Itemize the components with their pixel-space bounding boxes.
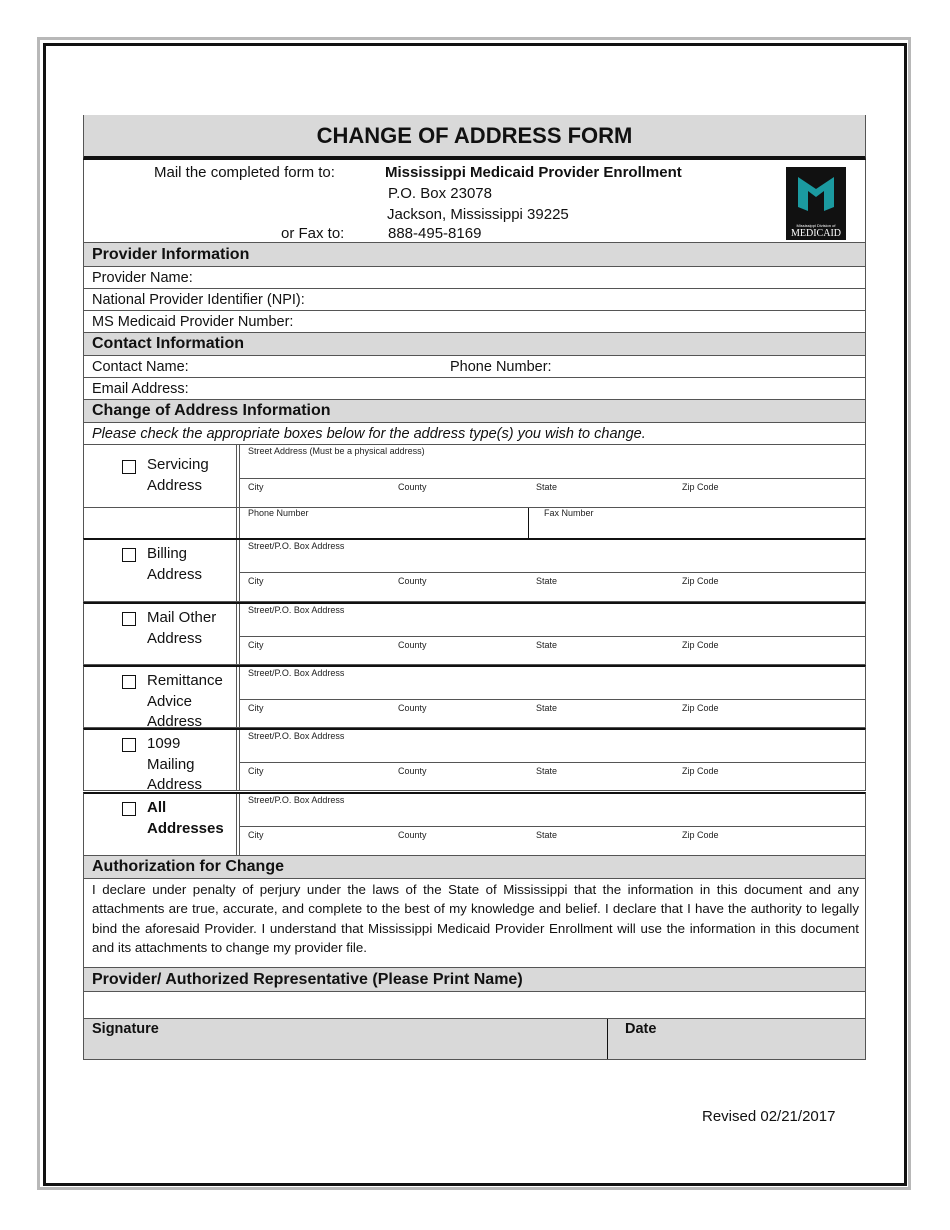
street-label: Street/P.O. Box Address bbox=[248, 731, 345, 741]
zip-code-field[interactable]: Zip Code bbox=[682, 640, 719, 650]
address-type-label: Mail Other bbox=[147, 609, 217, 626]
contact-info-header: Contact Information bbox=[83, 333, 866, 356]
ms-provider-number-field[interactable]: MS Medicaid Provider Number: bbox=[83, 311, 866, 333]
address-type-label: Mailing bbox=[147, 755, 195, 773]
address-type-label: 1099 bbox=[147, 735, 181, 752]
city-field[interactable]: City bbox=[248, 830, 264, 840]
state-field[interactable]: State bbox=[536, 830, 558, 840]
state-field[interactable]: State bbox=[536, 640, 558, 650]
provider-info-header: Provider Information bbox=[83, 243, 866, 267]
street-label: Street/P.O. Box Address bbox=[248, 605, 345, 615]
county-field[interactable]: County bbox=[398, 482, 427, 492]
column-divider bbox=[236, 508, 240, 538]
zip-code-field[interactable]: Zip Code bbox=[682, 830, 719, 840]
fax-divider bbox=[528, 508, 529, 538]
zip-code-field[interactable]: Zip Code bbox=[682, 766, 719, 776]
email-address-field[interactable]: Email Address: bbox=[83, 378, 866, 400]
address-type-label: Address bbox=[147, 565, 203, 583]
city-field[interactable]: City bbox=[248, 482, 264, 492]
contact-row bbox=[83, 356, 866, 378]
address-block bbox=[83, 665, 866, 728]
fax-number: 888-495-8169 bbox=[388, 225, 482, 242]
county-field[interactable]: County bbox=[398, 766, 427, 776]
address-type-label: Servicing bbox=[147, 456, 209, 473]
address-type-label: Address bbox=[147, 629, 203, 647]
address-type-checkbox[interactable] bbox=[122, 612, 136, 626]
zip-code-field[interactable]: Zip Code bbox=[682, 703, 719, 713]
mail-label: Mail the completed form to: bbox=[154, 164, 335, 181]
street-label: Street/P.O. Box Address bbox=[248, 541, 345, 551]
address-type-checkbox[interactable] bbox=[122, 802, 136, 816]
fax-label: or Fax to: bbox=[281, 225, 345, 242]
street-field[interactable] bbox=[240, 667, 865, 700]
change-address-note: Please check the appropriate boxes below for the address type(s) you wish to change. bbox=[83, 423, 866, 445]
address-block bbox=[83, 602, 866, 665]
date-label: Date bbox=[625, 1021, 657, 1037]
county-field[interactable]: County bbox=[398, 830, 427, 840]
logo-text: MEDICAID bbox=[791, 228, 841, 239]
street-field[interactable] bbox=[240, 604, 865, 637]
street-field[interactable] bbox=[240, 540, 865, 573]
street-field[interactable] bbox=[240, 445, 865, 479]
address-type-label: Address bbox=[147, 476, 203, 494]
address-type-label: All bbox=[147, 799, 167, 816]
state-field[interactable]: State bbox=[536, 482, 558, 492]
address-block bbox=[83, 792, 866, 856]
medicaid-logo-icon bbox=[786, 167, 846, 219]
address-type-label: Address bbox=[147, 776, 203, 793]
street-label: Street/P.O. Box Address bbox=[248, 795, 345, 805]
date-cell[interactable] bbox=[607, 1019, 656, 1059]
representative-header: Provider/ Authorized Representative (Please Print Name) bbox=[83, 967, 866, 992]
city-field[interactable]: City bbox=[248, 640, 264, 650]
street-field[interactable] bbox=[240, 794, 865, 827]
zip-code-field[interactable]: Zip Code bbox=[682, 576, 719, 586]
state-field[interactable]: State bbox=[536, 766, 558, 776]
mail-block bbox=[83, 160, 866, 243]
form-title-bar bbox=[83, 115, 866, 160]
npi-field[interactable]: National Provider Identifier (NPI): bbox=[83, 289, 866, 311]
city-field[interactable]: City bbox=[248, 576, 264, 586]
authorization-text: I declare under penalty of perjury under the laws of the State of Mississippi that the information in this document and any attachments are true, accurate, and complete to the best of my knowledge and belief. I declare that I have the authority to legally bind the aforesaid Provider. I understand that Mississippi Medicaid Provider Enrollment will use the information in this document and its attachments to change my provider file. bbox=[83, 879, 866, 967]
signature-row bbox=[83, 1019, 866, 1060]
address-type-label: Addresses bbox=[147, 819, 224, 837]
address-type-checkbox[interactable] bbox=[122, 675, 136, 689]
address-type-label: Advice bbox=[147, 692, 193, 710]
address-type-checkbox[interactable] bbox=[122, 548, 136, 562]
address-type-label: Billing bbox=[147, 545, 188, 562]
mail-line2: Jackson, Mississippi 39225 bbox=[387, 206, 569, 223]
county-field[interactable]: County bbox=[398, 703, 427, 713]
provider-name-field[interactable]: Provider Name: bbox=[83, 267, 866, 289]
revised-date: Revised 02/21/2017 bbox=[702, 1108, 836, 1125]
address-block bbox=[83, 728, 866, 791]
state-field[interactable]: State bbox=[536, 703, 558, 713]
signature-label[interactable]: Signature bbox=[92, 1021, 159, 1037]
city-field[interactable]: City bbox=[248, 703, 264, 713]
county-field[interactable]: County bbox=[398, 576, 427, 586]
address-block bbox=[83, 445, 866, 508]
medicaid-logo bbox=[786, 167, 846, 240]
servicing-phone-row bbox=[83, 508, 866, 538]
address-type-checkbox[interactable] bbox=[122, 460, 136, 474]
state-field[interactable]: State bbox=[536, 576, 558, 586]
change-address-header: Change of Address Information bbox=[83, 400, 866, 423]
address-type-label: Remittance bbox=[147, 672, 223, 689]
zip-code-field[interactable]: Zip Code bbox=[682, 482, 719, 492]
county-field[interactable]: County bbox=[398, 640, 427, 650]
contact-name-field[interactable]: Contact Name: bbox=[92, 358, 189, 375]
mail-org: Mississippi Medicaid Provider Enrollment bbox=[385, 164, 682, 181]
form-title: CHANGE OF ADDRESS FORM bbox=[316, 122, 633, 148]
logo-small-text: Mississippi Division of bbox=[796, 223, 836, 228]
mail-line1: P.O. Box 23078 bbox=[388, 185, 492, 202]
phone-number-label[interactable]: Phone Number bbox=[248, 508, 309, 518]
representative-name-field[interactable] bbox=[83, 992, 866, 1019]
phone-number-field[interactable]: Phone Number: bbox=[450, 358, 552, 375]
street-label: Street Address (Must be a physical address) bbox=[248, 446, 425, 456]
address-type-label: Address bbox=[147, 713, 203, 730]
fax-number-label[interactable]: Fax Number bbox=[544, 508, 594, 518]
street-field[interactable] bbox=[240, 730, 865, 763]
street-label: Street/P.O. Box Address bbox=[248, 668, 345, 678]
city-field[interactable]: City bbox=[248, 766, 264, 776]
address-block bbox=[83, 538, 866, 602]
address-type-checkbox[interactable] bbox=[122, 738, 136, 752]
authorization-header: Authorization for Change bbox=[83, 856, 866, 879]
